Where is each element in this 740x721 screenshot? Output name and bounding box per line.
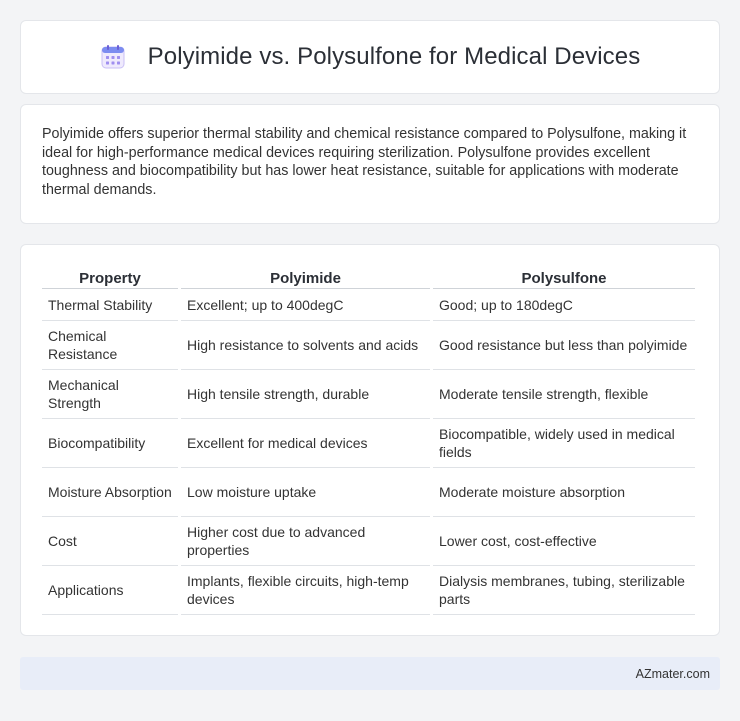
polysulfone-cell: Good resistance but less than polyimide — [433, 321, 695, 370]
table-row — [42, 321, 695, 370]
calendar-icon — [100, 44, 126, 70]
property-cell: Cost — [42, 517, 178, 566]
table-row — [42, 289, 695, 321]
column-header-property: Property — [42, 265, 178, 289]
table-row — [42, 517, 695, 566]
table-row — [42, 419, 695, 468]
column-header-polysulfone: Polysulfone — [433, 265, 695, 289]
title-card — [20, 20, 720, 94]
page-title: Polyimide vs. Polysulfone for Medical Devices — [147, 43, 641, 70]
table-header-row — [42, 265, 695, 289]
polysulfone-cell: Moderate moisture absorption — [433, 468, 695, 517]
summary-text: Polyimide offers superior thermal stability and chemical resistance compared to Polysulfone, making it ideal for high-performance medical devices requiring sterilization. Polysulfone provides excellent toughness and biocompatibility but has lower heat resistance, suitable for applications with moderate thermal demands. — [42, 126, 687, 198]
summary-card — [20, 104, 720, 224]
property-cell: Moisture Absorption — [42, 468, 178, 517]
polysulfone-cell: Good; up to 180degC — [433, 289, 695, 321]
polyimide-cell: Excellent; up to 400degC — [181, 289, 430, 321]
table-row — [42, 566, 695, 615]
polyimide-cell: Excellent for medical devices — [181, 419, 430, 468]
polyimide-cell: Higher cost due to advanced properties — [181, 517, 430, 566]
polysulfone-cell: Moderate tensile strength, flexible — [433, 370, 695, 419]
title-wrap — [100, 43, 641, 71]
table-row — [42, 468, 695, 517]
footer — [20, 657, 720, 690]
polyimide-cell: Implants, flexible circuits, high-temp devices — [181, 566, 430, 615]
polysulfone-cell: Dialysis membranes, tubing, sterilizable parts — [433, 566, 695, 615]
property-cell: Chemical Resistance — [42, 321, 178, 370]
polyimide-cell: High resistance to solvents and acids — [181, 321, 430, 370]
polyimide-cell: High tensile strength, durable — [181, 370, 430, 419]
property-cell: Thermal Stability — [42, 289, 178, 321]
polysulfone-cell: Lower cost, cost-effective — [433, 517, 695, 566]
table-row — [42, 370, 695, 419]
property-cell: Mechanical Strength — [42, 370, 178, 419]
column-header-polyimide: Polyimide — [181, 265, 430, 289]
polyimide-cell: Low moisture uptake — [181, 468, 430, 517]
polysulfone-cell: Biocompatible, widely used in medical fields — [433, 419, 695, 468]
property-cell: Applications — [42, 566, 178, 615]
footer-site-credit: AZmater.com — [635, 666, 710, 681]
property-cell: Biocompatibility — [42, 419, 178, 468]
comparison-table — [39, 265, 698, 615]
table-card — [20, 244, 720, 636]
